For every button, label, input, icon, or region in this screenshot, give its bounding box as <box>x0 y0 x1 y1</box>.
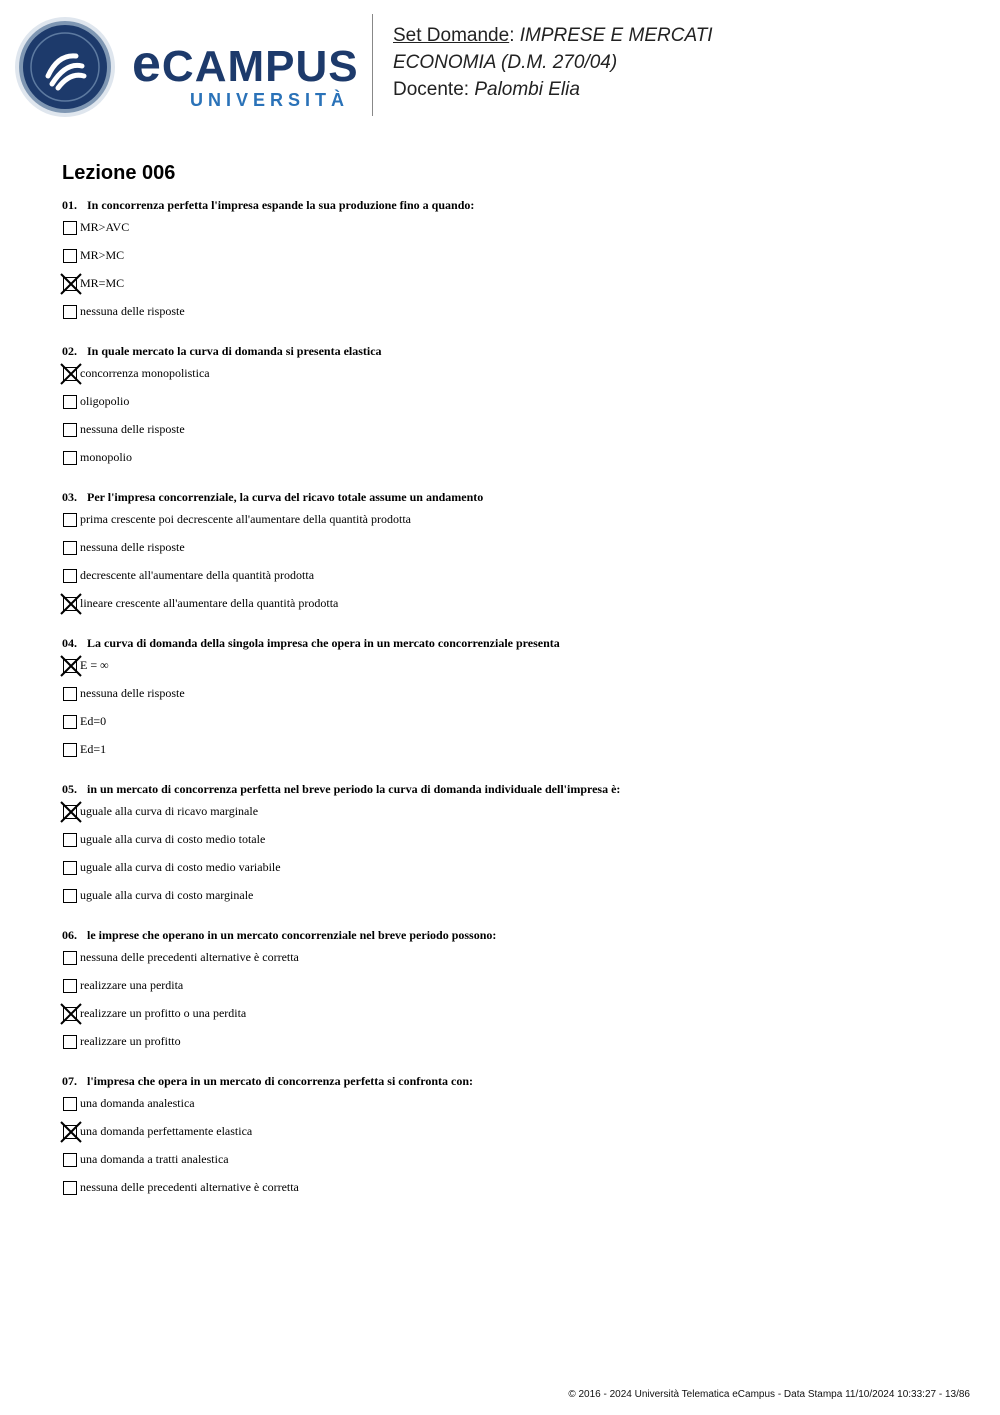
option-label: nessuna delle precedenti alternative è corretta <box>80 1180 299 1194</box>
option-label: decrescente all'aumentare della quantità prodotta <box>80 568 315 582</box>
checkbox[interactable] <box>63 861 77 875</box>
answer-option[interactable] <box>62 801 962 829</box>
question-prompt: in un mercato di concorrenza perfetta nel breve periodo la curva di domanda individuale dell'impresa è: <box>87 782 621 796</box>
question-prompt: le imprese che operano in un mercato concorrenziale nel breve periodo possono: <box>87 928 497 942</box>
checkbox[interactable] <box>63 951 77 965</box>
set-sep: : <box>509 25 520 46</box>
question-1 <box>62 198 962 329</box>
option-label: uguale alla curva di costo marginale <box>80 888 254 902</box>
answer-option[interactable] <box>62 655 962 683</box>
option-label: concorrenza monopolistica <box>80 366 210 380</box>
checkbox[interactable] <box>63 249 77 263</box>
checkbox[interactable] <box>63 687 77 701</box>
question-number: 06. <box>62 928 77 942</box>
question-text <box>62 1074 962 1093</box>
checkbox[interactable] <box>63 423 77 437</box>
set-line <box>393 22 713 49</box>
option-label: E = ∞ <box>80 658 109 672</box>
answer-option[interactable] <box>62 447 962 475</box>
question-list <box>62 198 962 1220</box>
answer-option[interactable] <box>62 245 962 273</box>
set-line-2 <box>393 49 713 76</box>
ecampus-seal-logo <box>14 16 116 118</box>
checkbox[interactable] <box>63 743 77 757</box>
check-x-icon <box>60 363 82 385</box>
option-label: realizzare una perdita <box>80 978 184 992</box>
question-prompt: Per l'impresa concorrenziale, la curva del ricavo totale assume un andamento <box>87 490 484 504</box>
set-title-line2: ECONOMIA (D.M. 270/04) <box>393 52 618 73</box>
answer-option[interactable] <box>62 537 962 565</box>
question-prompt: In concorrenza perfetta l'impresa espande la sua produzione fino a quando: <box>87 198 475 212</box>
ecampus-wordmark <box>132 35 359 93</box>
option-label: nessuna delle risposte <box>80 304 185 318</box>
checkbox[interactable] <box>63 1153 77 1167</box>
question-3 <box>62 490 962 621</box>
question-number: 05. <box>62 782 77 796</box>
option-label: nessuna delle risposte <box>80 686 185 700</box>
docente-label: Docente: <box>393 79 475 100</box>
set-title-line1: IMPRESE E MERCATI <box>519 25 713 46</box>
check-x-icon <box>60 801 82 823</box>
option-label: nessuna delle precedenti alternative è corretta <box>80 950 299 964</box>
docente-line <box>393 76 713 103</box>
question-number: 03. <box>62 490 77 504</box>
option-label: una domanda a tratti analestica <box>80 1152 229 1166</box>
checkbox[interactable] <box>63 569 77 583</box>
option-label: oligopolio <box>80 394 130 408</box>
answer-option[interactable] <box>62 565 962 593</box>
answer-option[interactable] <box>62 1031 962 1059</box>
check-x-icon <box>60 655 82 677</box>
checkbox[interactable] <box>63 889 77 903</box>
answer-option[interactable] <box>62 1093 962 1121</box>
option-label: lineare crescente all'aumentare della quantità prodotta <box>80 596 339 610</box>
option-label: Ed=1 <box>80 742 107 756</box>
question-text <box>62 782 962 801</box>
page-header <box>0 0 1000 130</box>
checkbox[interactable] <box>63 221 77 235</box>
option-label: nessuna delle risposte <box>80 422 185 436</box>
answer-option[interactable] <box>62 363 962 391</box>
checkbox[interactable] <box>63 305 77 319</box>
option-label: nessuna delle risposte <box>80 540 185 554</box>
answer-option[interactable] <box>62 593 962 621</box>
answer-option[interactable] <box>62 857 962 885</box>
answer-option[interactable] <box>62 1003 962 1031</box>
checkbox[interactable] <box>63 395 77 409</box>
checkbox[interactable] <box>63 833 77 847</box>
answer-option[interactable] <box>62 273 962 301</box>
check-x-icon <box>60 593 82 615</box>
question-6 <box>62 928 962 1059</box>
checkbox[interactable] <box>63 1035 77 1049</box>
answer-option[interactable] <box>62 1121 962 1149</box>
checkbox[interactable] <box>63 1097 77 1111</box>
option-label: Ed=0 <box>80 714 107 728</box>
check-x-icon <box>60 1003 82 1025</box>
page-footer: © 2016 - 2024 Università Telematica eCampus - Data Stampa 11/10/2024 10:33:27 - 13/86 <box>568 1389 970 1400</box>
option-label: uguale alla curva di ricavo marginale <box>80 804 259 818</box>
answer-option[interactable] <box>62 829 962 857</box>
answer-option[interactable] <box>62 683 962 711</box>
answer-option[interactable] <box>62 975 962 1003</box>
header-divider <box>372 14 373 116</box>
option-label: realizzare un profitto <box>80 1034 181 1048</box>
option-label: MR>AVC <box>80 220 130 234</box>
answer-option[interactable] <box>62 711 962 739</box>
answer-option[interactable] <box>62 885 962 913</box>
question-number: 02. <box>62 344 77 358</box>
wordmark-campus: CAMPUS <box>161 42 359 91</box>
option-label: MR=MC <box>80 276 125 290</box>
answer-option[interactable] <box>62 1177 962 1205</box>
option-label: una domanda analestica <box>80 1096 195 1110</box>
lesson-title: Lezione 006 <box>62 162 176 184</box>
question-prompt: La curva di domanda della singola impresa che opera in un mercato concorrenziale presenta <box>87 636 560 650</box>
answer-option[interactable] <box>62 391 962 419</box>
checkbox[interactable] <box>63 1181 77 1195</box>
checkbox[interactable] <box>63 541 77 555</box>
question-4 <box>62 636 962 767</box>
question-text <box>62 636 962 655</box>
question-7 <box>62 1074 962 1205</box>
question-5 <box>62 782 962 913</box>
header-info <box>393 22 713 103</box>
question-2 <box>62 344 962 475</box>
wordmark-universita: UNIVERSITÀ <box>190 90 350 110</box>
option-label: realizzare un profitto o una perdita <box>80 1006 247 1020</box>
option-label: prima crescente poi decrescente all'aumentare della quantità prodotta <box>80 512 412 526</box>
option-label: monopolio <box>80 450 133 464</box>
check-x-icon <box>60 1121 82 1143</box>
answer-option[interactable] <box>62 419 962 447</box>
check-x-icon <box>60 273 82 295</box>
wordmark-e: e <box>132 35 162 93</box>
question-text <box>62 490 962 509</box>
checkbox[interactable] <box>63 979 77 993</box>
question-number: 07. <box>62 1074 77 1088</box>
question-text <box>62 198 962 217</box>
answer-option[interactable] <box>62 301 962 329</box>
answer-option[interactable] <box>62 947 962 975</box>
docente-name: Palombi Elia <box>474 79 580 100</box>
option-label: uguale alla curva di costo medio variabile <box>80 860 281 874</box>
answer-option[interactable] <box>62 509 962 537</box>
question-number: 01. <box>62 198 77 212</box>
option-label: una domanda perfettamente elastica <box>80 1124 253 1138</box>
question-prompt: In quale mercato la curva di domanda si presenta elastica <box>87 344 382 358</box>
checkbox[interactable] <box>63 513 77 527</box>
option-label: MR>MC <box>80 248 125 262</box>
checkbox[interactable] <box>63 715 77 729</box>
question-prompt: l'impresa che opera in un mercato di concorrenza perfetta si confronta con: <box>87 1074 474 1088</box>
question-text <box>62 928 962 947</box>
answer-option[interactable] <box>62 739 962 767</box>
answer-option[interactable] <box>62 1149 962 1177</box>
question-text <box>62 344 962 363</box>
checkbox[interactable] <box>63 451 77 465</box>
option-label: uguale alla curva di costo medio totale <box>80 832 266 846</box>
set-label: Set Domande <box>393 25 510 46</box>
answer-option[interactable] <box>62 217 962 245</box>
question-number: 04. <box>62 636 77 650</box>
